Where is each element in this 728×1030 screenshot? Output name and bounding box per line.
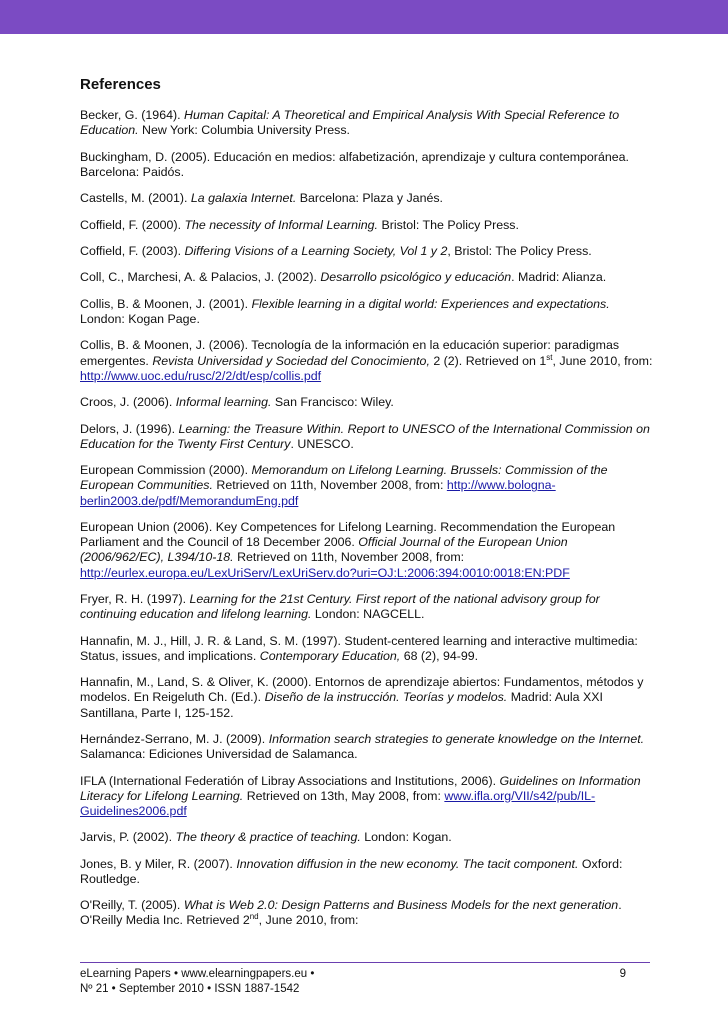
reference-text-after: , Bristol: The Policy Press. — [447, 243, 592, 258]
footer-line-1: eLearning Papers • www.elearningpapers.eu • — [80, 968, 315, 980]
reference-link[interactable]: www.ifla.org/VII/s42/pub/IL-Guidelines2006.pdf — [80, 788, 596, 818]
reference-text-after: Retrieved on 11th, November 2008, from: — [233, 550, 465, 565]
page-number: 9 — [619, 968, 626, 980]
reference-text: Coffield, F. (2003). — [80, 243, 185, 258]
reference-text-after: London: Kogan Page. — [80, 311, 200, 326]
reference-entry — [80, 422, 655, 452]
reference-title: Revista Universidad y Sociedad del Conocimiento, — [152, 353, 430, 368]
reference-text: Hannafin, M. J., Hill, J. R. & Land, S. M. (1997). Student-centered learning and interactive multimedia: Status, issues, and implications. — [80, 633, 638, 663]
reference-text-after: . Madrid: Alianza. — [511, 270, 607, 285]
reference-text: Buckingham, D. (2005). Educación en medios: alfabetización, aprendizaje y cultura contemporánea. Barcelona: Paidós. — [80, 149, 629, 179]
reference-entry — [80, 150, 655, 180]
reference-text-tail: , June 2010, from: — [258, 913, 359, 928]
reference-text: Coffield, F. (2000). — [80, 217, 185, 232]
reference-title: La galaxia Internet. — [190, 191, 297, 206]
reference-text-after: Retrieved on 13th, May 2008, from: — [243, 788, 445, 803]
reference-title: Diseño de la instrucción. Teorías y modelos. — [264, 690, 508, 705]
reference-text-after: . UNESCO. — [290, 436, 354, 451]
reference-text: Becker, G. (1964). — [80, 108, 184, 122]
reference-text: Jarvis, P. (2002). — [80, 830, 176, 845]
reference-title: Information search strategies to generate knowledge on the Internet. — [268, 731, 645, 746]
reference-title: The necessity of Informal Learning. — [184, 217, 378, 232]
reference-text: Croos, J. (2006). — [80, 395, 176, 410]
reference-text: Hernández-Serrano, M. J. (2009). — [80, 731, 269, 746]
reference-text-after: Retrieved on 11th, November 2008, from: — [212, 478, 447, 493]
reference-text-after: 2 (2). Retrieved on 1 — [429, 353, 547, 368]
reference-title: The theory & practice of teaching. — [175, 830, 361, 845]
reference-entry — [80, 857, 655, 887]
reference-link[interactable]: http://www.bologna-berlin2003.de/pdf/MemorandumEng.pdf — [80, 478, 556, 508]
reference-link[interactable]: http://eurlex.europa.eu/LexUriServ/LexUriServ.do?uri=OJ:L:2006:394:0010:0018:EN:PDF — [80, 565, 570, 580]
footer-line-2: Nº 21 • September 2010 • ISSN 1887-1542 — [80, 983, 300, 995]
reference-entry — [80, 108, 655, 138]
reference-title: Memorandum on Lifelong Learning. Brussels: Commission of the European Communities. — [80, 463, 608, 493]
reference-text-after: London: Kogan. — [360, 830, 452, 845]
reference-text: IFLA (International Federatión of Libray Associations and Institutions, 2006). — [80, 773, 500, 788]
reference-text-after: Oxford: Routledge. — [80, 856, 623, 886]
reference-text-after: Salamanca: Ediciones Universidad de Salamanca. — [80, 747, 358, 762]
reference-text-after: 68 (2), 94-99. — [400, 648, 479, 663]
reference-text-after: Bristol: The Policy Press. — [378, 217, 519, 232]
reference-title: Learning: the Treasure Within. Report to UNESCO of the International Commission on Education for the Twenty First Century — [80, 421, 650, 451]
ordinal-suffix: nd — [249, 912, 259, 922]
reference-entry — [80, 592, 655, 622]
reference-entry — [80, 830, 655, 845]
reference-list — [80, 108, 655, 929]
reference-entry — [80, 774, 655, 820]
reference-title: Official Journal of the European Union (2006/962/EC), L394/10-18. — [80, 535, 568, 565]
reference-text: Collis, B. & Moonen, J. (2006). Tecnología de la información en la educación superior: paradigmas emergentes. — [80, 338, 620, 368]
reference-entry — [80, 463, 655, 509]
reference-text-after: Barcelona: Plaza y Janés. — [296, 191, 443, 206]
reference-text: European Union (2006). Key Competences for Lifelong Learning. Recommendation the European Parliament and the Council of 18 December 2006. — [80, 519, 616, 550]
reference-entry — [80, 520, 655, 581]
reference-link[interactable]: http://www.uoc.edu/rusc/2/2/dt/esp/collis.pdf — [80, 368, 322, 383]
reference-text-tail: , June 2010, from: — [552, 353, 653, 368]
ordinal-suffix: st — [546, 352, 553, 362]
reference-entry — [80, 244, 655, 259]
reference-title: Flexible learning in a digital world: Experiences and expectations. — [251, 296, 610, 311]
reference-title: Desarrollo psicológico y educación — [320, 270, 512, 285]
reference-text-after: San Francisco: Wiley. — [271, 395, 394, 410]
reference-text: O'Reilly, T. (2005). — [80, 898, 184, 913]
reference-title: Learning for the 21st Century. First report of the national advisory group for continuing education and lifelong learning. — [80, 591, 600, 622]
references-heading: References — [80, 76, 161, 93]
reference-text: Delors, J. (1996). — [80, 421, 179, 436]
reference-title: Human Capital: A Theoretical and Empirical Analysis With Special Reference to Education. — [80, 108, 620, 138]
top-color-bar — [0, 0, 728, 34]
reference-text: Hannafin, M., Land, S. & Oliver, K. (2000). Entornos de aprendizaje abiertos: Fundamentos, métodos y modelos. En Reigeluth Ch. (Ed.). — [80, 675, 644, 705]
reference-entry — [80, 338, 655, 384]
reference-text: Jones, B. y Miler, R. (2007). — [80, 856, 237, 871]
reference-title: Informal learning. — [175, 395, 272, 410]
reference-text-after: . O'Reilly Media Inc. Retrieved 2 — [80, 898, 622, 928]
reference-text: Castells, M. (2001). — [80, 191, 191, 206]
reference-title: Differing Visions of a Learning Society, Vol 1 y 2 — [184, 243, 448, 258]
reference-title: Guidelines on Information Literacy for Lifelong Learning. — [80, 773, 641, 803]
reference-text-after: New York: Columbia University Press. — [138, 123, 350, 138]
reference-entry — [80, 191, 655, 206]
reference-text-after: London: NAGCELL. — [311, 607, 425, 622]
reference-title: What is Web 2.0: Design Patterns and Business Models for the next generation — [183, 898, 619, 913]
reference-title: Innovation diffusion in the new economy. The tacit component. — [236, 856, 579, 871]
page-footer — [80, 962, 650, 997]
reference-text-after: Madrid: Aula XXI Santillana, Parte I, 125-152. — [80, 690, 603, 720]
reference-entry — [80, 634, 655, 664]
reference-text: European Commission (2000). — [80, 463, 252, 478]
reference-text: Coll, C., Marchesi, A. & Palacios, J. (2002). — [80, 270, 321, 285]
reference-text: Fryer, R. H. (1997). — [80, 591, 190, 606]
reference-entry — [80, 732, 655, 762]
reference-entry — [80, 675, 655, 721]
reference-text: Collis, B. & Moonen, J. (2001). — [80, 296, 252, 311]
reference-entry — [80, 898, 655, 928]
reference-entry — [80, 297, 655, 327]
reference-title: Contemporary Education, — [259, 648, 401, 663]
reference-entry — [80, 270, 655, 285]
reference-entry — [80, 395, 655, 410]
references-page — [80, 76, 655, 940]
reference-entry — [80, 218, 655, 233]
